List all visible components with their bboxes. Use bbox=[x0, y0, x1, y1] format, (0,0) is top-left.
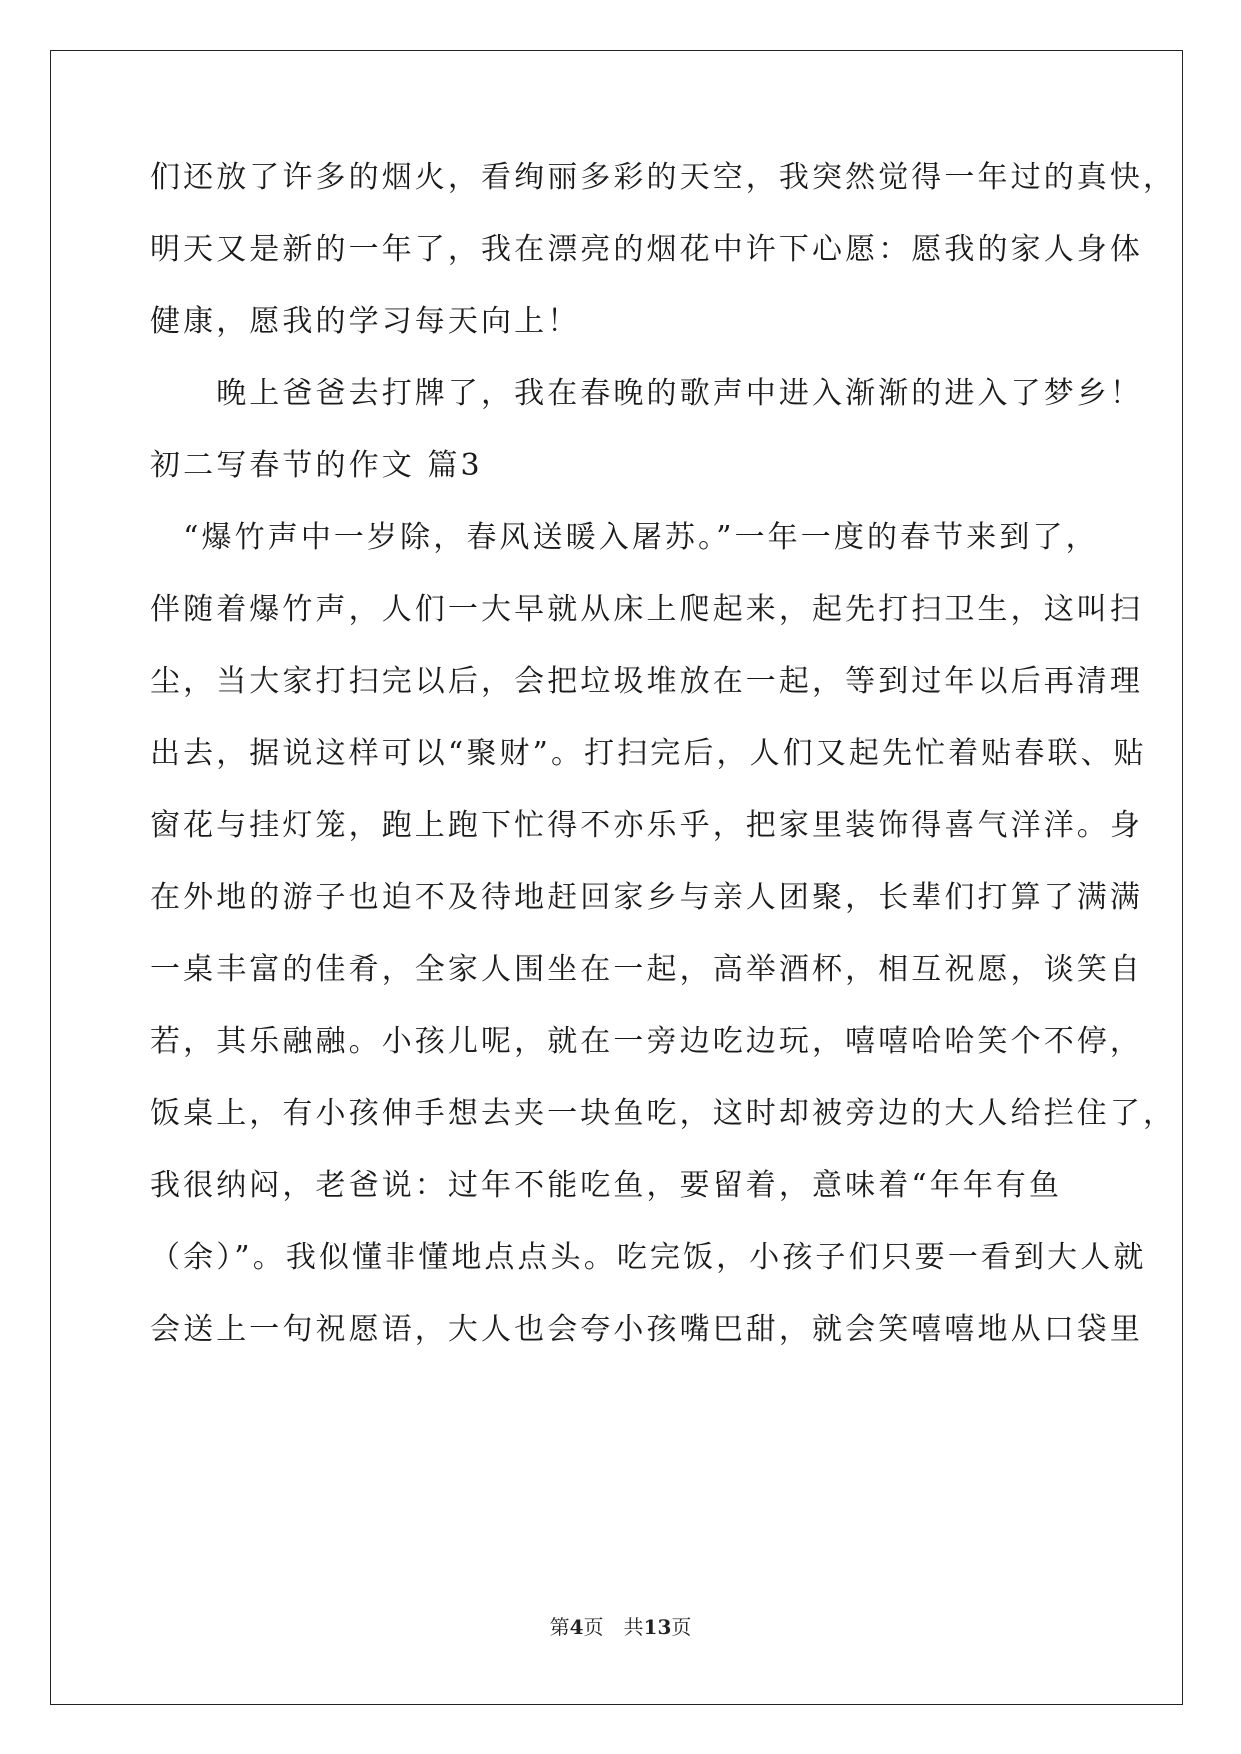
text-line: （余）”。我似懂非懂地点点头。吃完饭，小孩子们只要一看到大人就 bbox=[150, 1240, 1147, 1275]
page-prefix: 第 bbox=[549, 1615, 570, 1639]
text-line: 尘，当大家打扫完以后，会把垃圾堆放在一起，等到过年以后再清理 bbox=[150, 664, 1143, 699]
page-number: 4 bbox=[569, 1615, 584, 1639]
text-line: 我很纳闷，老爸说：过年不能吃鱼，要留着，意味着“年年有鱼 bbox=[150, 1168, 1063, 1203]
total-prefix: 共 bbox=[623, 1615, 644, 1639]
text-line: 健康，愿我的学习每天向上！ bbox=[150, 304, 581, 339]
page-footer bbox=[0, 1615, 1241, 1639]
text-line: 们还放了许多的烟火，看绚丽多彩的天空，我突然觉得一年过的真快， bbox=[150, 160, 1177, 195]
text-line: “爆竹声中一岁除，春风送暖入屠苏。”一年一度的春节来到了， bbox=[150, 520, 1099, 555]
text-line: 会送上一句祝愿语，大人也会夸小孩嘴巴甜，就会笑嘻嘻地从口袋里 bbox=[150, 1312, 1143, 1347]
page-suffix: 页 bbox=[583, 1615, 604, 1639]
text-line: 在外地的游子也迫不及待地赶回家乡与亲人团聚，长辈们打算了满满 bbox=[150, 880, 1143, 915]
total-pages: 13 bbox=[643, 1615, 672, 1639]
text-line: 若，其乐融融。小孩儿呢，就在一旁边吃边玩，嘻嘻哈哈笑个不停， bbox=[150, 1024, 1143, 1059]
text-line: 饭桌上，有小孩伸手想去夹一块鱼吃，这时却被旁边的大人给拦住了， bbox=[150, 1096, 1177, 1131]
text-line: 晚上爸爸去打牌了，我在春晚的歌声中进入渐渐的进入了梦乡！ bbox=[150, 376, 1143, 411]
text-line: 一桌丰富的佳肴，全家人围坐在一起，高举酒杯，相互祝愿，谈笑自 bbox=[150, 952, 1143, 987]
total-suffix: 页 bbox=[671, 1615, 692, 1639]
section-heading: 初二写春节的作文 篇3 bbox=[150, 448, 483, 483]
text-line: 出去，据说这样可以“聚财”。打扫完后，人们又起先忙着贴春联、贴 bbox=[150, 736, 1147, 771]
text-line: 明天又是新的一年了，我在漂亮的烟花中许下心愿：愿我的家人身体 bbox=[150, 232, 1143, 267]
text-line: 窗花与挂灯笼，跑上跑下忙得不亦乐乎，把家里装饰得喜气洋洋。身 bbox=[150, 808, 1143, 843]
text-line: 伴随着爆竹声，人们一大早就从床上爬起来，起先打扫卫生，这叫扫 bbox=[150, 592, 1143, 627]
